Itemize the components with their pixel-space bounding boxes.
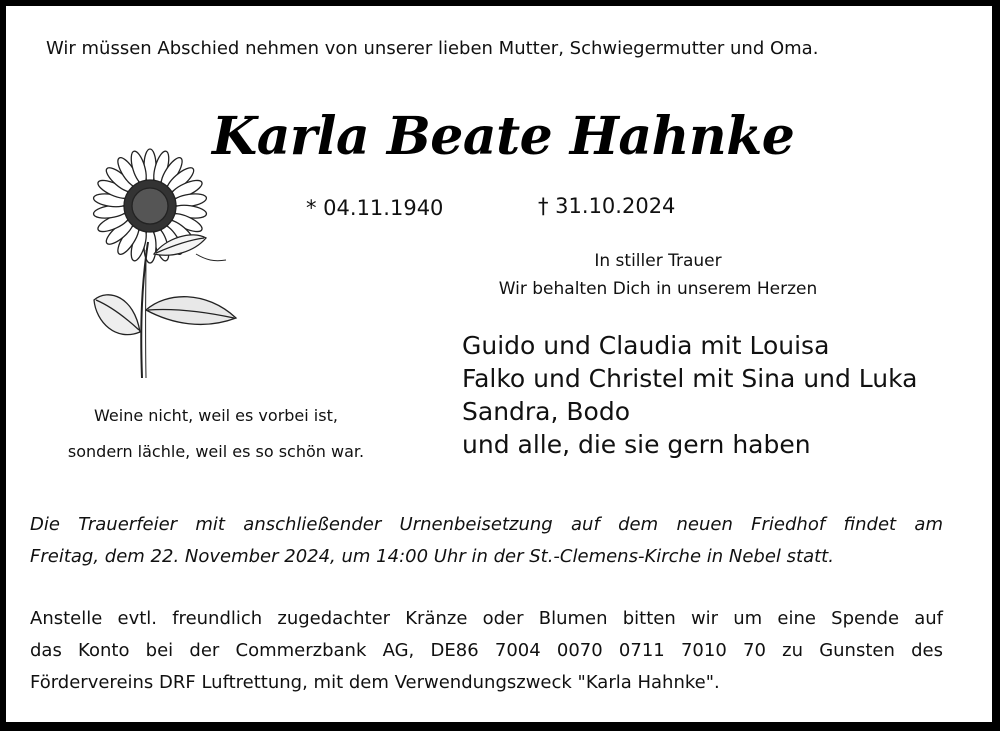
quote-line: sondern lächle, weil es so schön war. <box>67 442 365 461</box>
family-line: und alle, die sie gern haben <box>462 430 811 459</box>
ceremony-paragraph <box>30 509 943 573</box>
family-line: Sandra, Bodo <box>462 397 631 426</box>
family-line: Falko und Christel mit Sina und Luka <box>462 364 918 393</box>
death-date: † 31.10.2024 <box>538 194 676 218</box>
grief-line: Wir behalten Dich in unserem Herzen <box>498 279 818 299</box>
donation-line: Anstelle evtl. freundlich zugedachter Kränze oder Blumen bitten wir um eine Spende auf <box>30 608 943 629</box>
donation-line: das Konto bei der Commerzbank AG, DE86 7004 0070 0711 7010 70 zu Gunsten des <box>30 640 943 661</box>
donation-line: Fördervereins DRF Luftrettung, mit dem Verwendungszweck "Karla Hahnke". <box>30 672 720 693</box>
intro-text: Wir müssen Abschied nehmen von unserer lieben Mutter, Schwiegermutter und Oma. <box>46 38 819 59</box>
ceremony-line: Die Trauerfeier mit anschließender Urnenbeisetzung auf dem neuen Friedhof findet am <box>30 514 943 535</box>
sunflower-icon <box>76 142 248 382</box>
birth-date: * 04.11.1940 <box>306 196 444 220</box>
grief-line: In stiller Trauer <box>594 251 722 271</box>
ceremony-line: Freitag, dem 22. November 2024, um 14:00 Uhr in der St.-Clemens-Kirche in Nebel statt. <box>30 546 834 567</box>
obituary-card <box>6 6 992 722</box>
quote-line: Weine nicht, weil es vorbei ist, <box>94 406 338 425</box>
donation-paragraph <box>30 603 943 699</box>
deceased-name: Karla Beate Hahnke <box>212 106 795 167</box>
family-line: Guido und Claudia mit Louisa <box>462 331 830 360</box>
